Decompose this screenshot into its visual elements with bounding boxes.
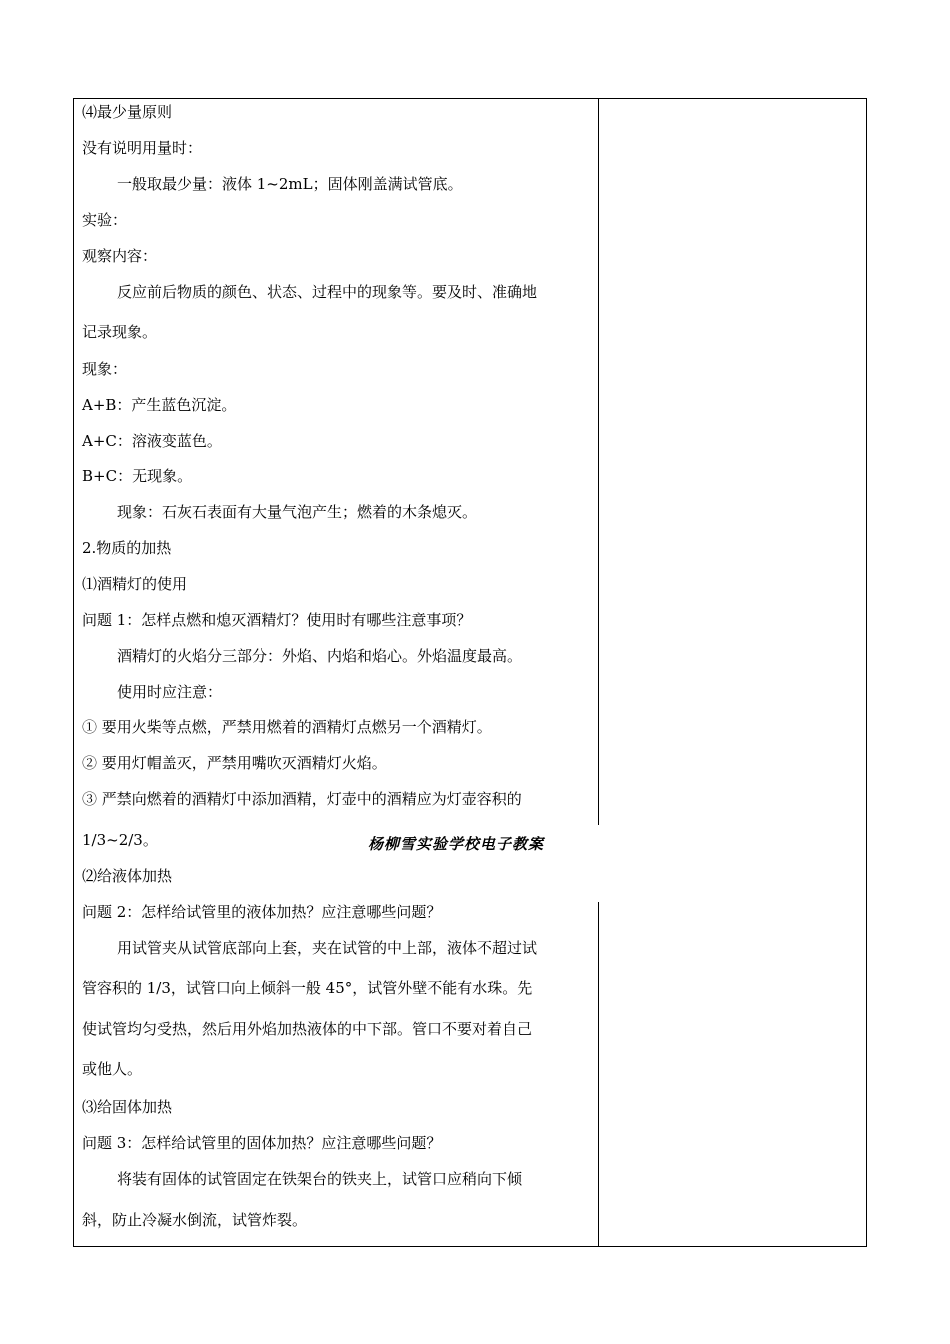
text-line: 或他人。 [82,1060,143,1078]
table-border-right [866,98,867,1247]
text-line: ② 要用灯帽盖灭，严禁用嘴吹灭酒精灯火焰。 [82,754,387,772]
text-line: A+B：产生蓝色沉淀。 [82,396,237,414]
text-line: 没有说明用量时： [82,139,203,157]
text-line: 现象：石灰石表面有大量气泡产生；燃着的木条熄灭。 [117,503,478,521]
text-line: ① 要用火柴等点燃，严禁用燃着的酒精灯点燃另一个酒精灯。 [82,718,492,736]
text-line: 斜，防止冷凝水倒流，试管炸裂。 [82,1211,308,1229]
text-line: 反应前后物质的颜色、状态、过程中的现象等。要及时、准确地 [117,283,538,301]
text-line: B+C：无现象。 [82,467,193,485]
text-line: 酒精灯的火焰分三部分：外焰、内焰和焰心。外焰温度最高。 [117,647,523,665]
text-line: 2.物质的加热 [82,539,172,557]
text-line: 实验： [82,211,128,229]
text-line: 将装有固体的试管固定在铁架台的铁夹上，试管口应稍向下倾 [117,1170,523,1188]
text-line: 观察内容： [82,247,158,265]
table-border-left [73,98,74,1247]
school-watermark: 杨柳雪实验学校电子教案 [368,835,545,853]
text-line: 记录现象。 [82,323,158,341]
text-line: A+C：溶液变蓝色。 [82,432,222,450]
text-line: 使用时应注意： [117,683,223,701]
text-line: ③ 严禁向燃着的酒精灯中添加酒精，灯壶中的酒精应为灯壶容积的 [82,790,522,808]
text-line: 问题 2：怎样给试管里的液体加热？应注意哪些问题？ [82,903,442,921]
text-line: ⑵给液体加热 [82,867,173,885]
table-column-divider-upper [598,98,599,825]
text-line: 问题 3：怎样给试管里的固体加热？应注意哪些问题？ [82,1134,442,1152]
table-border-top [73,98,867,99]
text-line: 一般取最少量：液体 1~2mL；固体刚盖满试管底。 [117,175,463,193]
text-line: 用试管夹从试管底部向上套，夹在试管的中上部，液体不超过试 [117,939,538,957]
text-line: 现象： [82,360,128,378]
table-border-bottom [73,1246,867,1247]
text-line: 问题 1：怎样点燃和熄灭酒精灯？使用时有哪些注意事项？ [82,611,472,629]
text-line: ⑷最少量原则 [82,103,173,121]
text-line: 使试管均匀受热，然后用外焰加热液体的中下部。管口不要对着自己 [82,1020,533,1038]
text-line: 1/3~2/3。 [82,831,158,849]
table-column-divider-lower [598,902,599,1247]
text-line: ⑶给固体加热 [82,1098,173,1116]
text-line: 管容积的 1/3，试管口向上倾斜一般 45°，试管外壁不能有水珠。先 [82,979,533,997]
text-line: ⑴酒精灯的使用 [82,575,188,593]
